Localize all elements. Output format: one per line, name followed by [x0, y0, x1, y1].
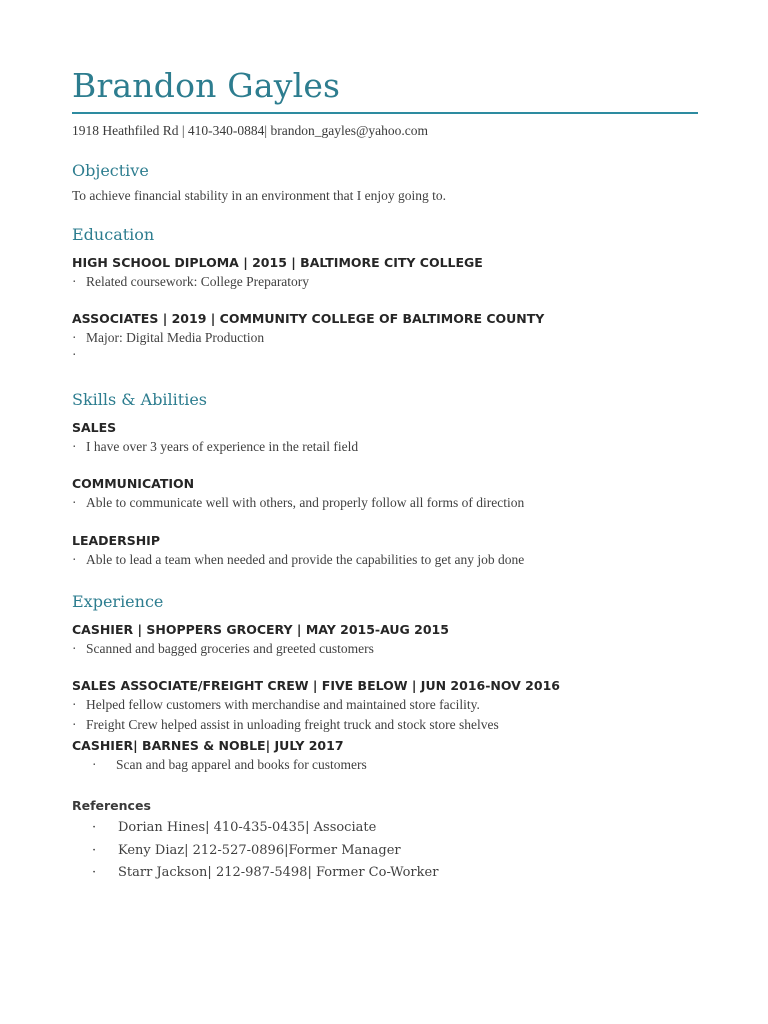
bullet-glyph: ·	[72, 439, 77, 454]
bullet-glyph: ·	[92, 843, 97, 858]
bullet-glyph: ·	[72, 495, 77, 510]
skill-heading-leadership: LEADERSHIP	[72, 533, 160, 548]
bullet-glyph: ·	[92, 820, 97, 835]
education-bullet-empty	[72, 347, 86, 363]
contact-line: 1918 Heathfiled Rd | 410-340-0884| brandon_gayles@yahoo.com	[72, 123, 429, 138]
bullet-glyph: ·	[72, 274, 77, 289]
experience-bullet-text: Scanned and bagged groceries and greeted customers	[86, 641, 374, 656]
skill-bullet	[72, 552, 524, 568]
experience-heading-1: CASHIER | SHOPPERS GROCERY | MAY 2015-AUG 2015	[72, 622, 449, 637]
education-bullet	[72, 330, 264, 346]
header-divider	[72, 112, 698, 114]
reference-text: Starr Jackson| 212-987-5498| Former Co-Worker	[118, 865, 439, 880]
experience-bullet	[72, 717, 499, 733]
objective-text: To achieve financial stability in an environment that I enjoy going to.	[72, 188, 446, 203]
skill-bullet-text: I have over 3 years of experience in the retail field	[86, 439, 359, 454]
candidate-name: Brandon Gayles	[72, 66, 341, 105]
experience-bullet-text: Freight Crew helped assist in unloading freight truck and stock store shelves	[86, 717, 499, 732]
experience-bullet	[72, 757, 367, 773]
reference-text: Keny Diaz| 212-527-0896|Former Manager	[118, 843, 401, 858]
bullet-glyph: ·	[72, 347, 77, 362]
bullet-glyph: ·	[72, 697, 77, 712]
reference-text: Dorian Hines| 410-435-0435| Associate	[118, 820, 377, 835]
education-bullet-text: Major: Digital Media Production	[86, 330, 265, 345]
bullet-glyph: ·	[72, 330, 77, 345]
experience-bullet-text: Scan and bag apparel and books for customers	[116, 757, 367, 772]
education-title: Education	[72, 225, 155, 244]
education-heading-1: HIGH SCHOOL DIPLOMA | 2015 | BALTIMORE CITY COLLEGE	[72, 255, 483, 270]
experience-title: Experience	[72, 592, 164, 611]
skill-bullet	[72, 439, 358, 455]
experience-heading-3: CASHIER| BARNES & NOBLE| JULY 2017	[72, 738, 344, 753]
education-heading-2: ASSOCIATES | 2019 | COMMUNITY COLLEGE OF BALTIMORE COUNTY	[72, 311, 545, 326]
reference-item	[92, 865, 438, 880]
skill-bullet-text: Able to lead a team when needed and provide the capabilities to get any job done	[86, 552, 525, 567]
experience-bullet	[72, 697, 480, 713]
education-bullet	[72, 274, 309, 290]
bullet-glyph: ·	[72, 717, 77, 732]
skill-bullet	[72, 495, 524, 511]
references-title: References	[72, 798, 151, 813]
reference-item	[92, 820, 376, 835]
skill-bullet-text: Able to communicate well with others, and properly follow all forms of direction	[86, 495, 525, 510]
skill-heading-communication: COMMUNICATION	[72, 476, 195, 491]
skill-heading-sales: SALES	[72, 420, 117, 435]
objective-title: Objective	[72, 161, 149, 180]
experience-bullet	[72, 641, 374, 657]
bullet-glyph: ·	[72, 641, 77, 656]
education-bullet-text: Related coursework: College Preparatory	[86, 274, 310, 289]
bullet-glyph: ·	[92, 865, 97, 880]
reference-item	[92, 843, 401, 858]
experience-bullet-text: Helped fellow customers with merchandise and maintained store facility.	[86, 697, 480, 712]
skills-title: Skills & Abilities	[72, 390, 208, 409]
experience-heading-2: SALES ASSOCIATE/FREIGHT CREW | FIVE BELOW | JUN 2016-NOV 2016	[72, 678, 560, 693]
bullet-glyph: ·	[72, 552, 77, 567]
bullet-glyph: ·	[92, 757, 97, 772]
